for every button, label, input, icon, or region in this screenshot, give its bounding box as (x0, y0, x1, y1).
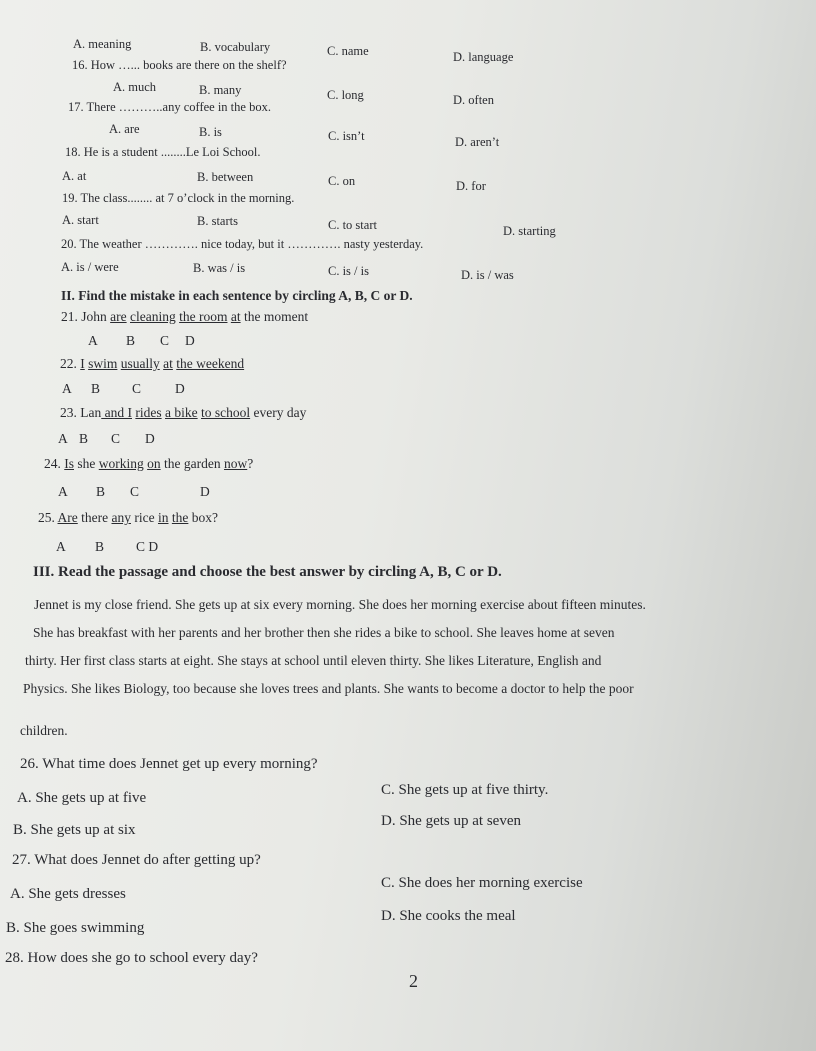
q21-letter-a[interactable]: A (88, 333, 98, 348)
q24-letter-a[interactable]: A (58, 484, 68, 499)
q21-letter-d[interactable]: D (185, 333, 195, 348)
q21-letter-b[interactable]: B (126, 333, 136, 348)
q17-option-c: C. isn’t (328, 129, 365, 143)
q25-sentence: 25. Are there any rice in the box? (38, 510, 218, 525)
q16-option-a: A. much (113, 80, 157, 94)
q27-option-c[interactable]: C. She does her morning exercise (381, 875, 583, 891)
q17-question: 17. There ………..any coffee in the box. (68, 100, 271, 114)
q27-option-a[interactable]: A. She gets dresses (10, 886, 126, 902)
q22-letter-d[interactable]: D (175, 381, 185, 396)
q23-letter-c[interactable]: C (111, 431, 121, 446)
q20-option-a: A. is / were (61, 260, 119, 274)
q19-option-d: D. starting (503, 224, 556, 238)
passage-line-2: She has breakfast with her parents and her brother then she rides a bike to school. She leaves home at seven (33, 625, 615, 640)
passage-line-3: thirty. Her first class starts at eight. She stays at school until eleven thirty. She likes Literature, English and (25, 653, 602, 668)
q27-option-d[interactable]: D. She cooks the meal (381, 908, 516, 924)
q23-letter-b[interactable]: B (79, 431, 89, 446)
q18-option-a: A. at (62, 169, 87, 183)
q23-letter-a[interactable]: A (58, 431, 68, 446)
q23-letter-d[interactable]: D (145, 431, 155, 446)
q16-option-d: D. often (453, 93, 494, 107)
q16-option-c: C. long (327, 88, 364, 102)
q26-option-c[interactable]: C. She gets up at five thirty. (381, 782, 549, 798)
q19-option-a: A. start (62, 213, 99, 227)
q20-question: 20. The weather …………. nice today, but it …………. nasty yesterday. (61, 237, 424, 251)
q27-option-b[interactable]: B. She goes swimming (6, 920, 145, 936)
q26-question: 26. What time does Jennet get up every morning? (20, 756, 318, 772)
q18-option-b: B. between (197, 170, 254, 184)
q24-letter-d[interactable]: D (200, 484, 210, 499)
q28-question: 28. How does she go to school every day? (5, 950, 258, 966)
q17-option-a: A. are (109, 122, 140, 136)
q22-sentence: 22. I swim usually at the weekend (60, 356, 245, 371)
q23-sentence: 23. Lan and I rides a bike to school every day (60, 405, 307, 420)
q22-letter-a[interactable]: A (62, 381, 72, 396)
page-number: 2 (409, 971, 418, 991)
passage-line-1: Jennet is my close friend. She gets up at six every morning. She does her morning exercise about fifteen minutes. (34, 597, 646, 612)
section-3-heading: III. Read the passage and choose the best answer by circling A, B, C or D. (33, 564, 502, 580)
q15-option-b: B. vocabulary (200, 40, 271, 54)
q20-option-b: B. was / is (193, 261, 246, 275)
q21-sentence: 21. John are cleaning the room at the moment (61, 309, 309, 324)
section-2-heading: II. Find the mistake in each sentence by circling A, B, C or D. (61, 288, 413, 303)
q19-question: 19. The class........ at 7 o’clock in the morning. (62, 191, 295, 205)
q15-option-d: D. language (453, 50, 514, 64)
q19-option-b: B. starts (197, 214, 238, 228)
passage-line-5: children. (20, 723, 68, 738)
q16-question: 16. How …... books are there on the shelf? (72, 58, 287, 72)
q25-letter-b[interactable]: B (95, 539, 105, 554)
q17-option-b: B. is (199, 125, 222, 139)
q26-option-d[interactable]: D. She gets up at seven (381, 813, 521, 829)
q17-option-d: D. aren’t (455, 135, 500, 149)
q21-letter-c[interactable]: C (160, 333, 170, 348)
q22-letter-b[interactable]: B (91, 381, 101, 396)
q18-option-c: C. on (328, 174, 356, 188)
q19-option-c: C. to start (328, 218, 377, 232)
q18-question: 18. He is a student ........Le Loi School. (65, 145, 261, 159)
q16-option-b: B. many (199, 83, 242, 97)
q27-question: 27. What does Jennet do after getting up? (12, 852, 261, 868)
q24-letter-b[interactable]: B (96, 484, 106, 499)
q15-option-c: C. name (327, 44, 369, 58)
q20-option-c: C. is / is (328, 264, 369, 278)
passage-line-4: Physics. She likes Biology, too because she loves trees and plants. She wants to become a doctor to help the poor (23, 681, 634, 696)
q26-option-b[interactable]: B. She gets up at six (13, 822, 136, 838)
q15-option-a: A. meaning (73, 37, 132, 51)
q24-letter-c[interactable]: C (130, 484, 140, 499)
q22-letter-c[interactable]: C (132, 381, 142, 396)
q20-option-d: D. is / was (461, 268, 514, 282)
q26-option-a[interactable]: A. She gets up at five (17, 790, 147, 806)
q25-letter-cd[interactable]: C D (136, 539, 159, 554)
q25-letter-a[interactable]: A (56, 539, 66, 554)
q24-sentence: 24. Is she working on the garden now? (44, 456, 254, 471)
q18-option-d: D. for (456, 179, 486, 193)
